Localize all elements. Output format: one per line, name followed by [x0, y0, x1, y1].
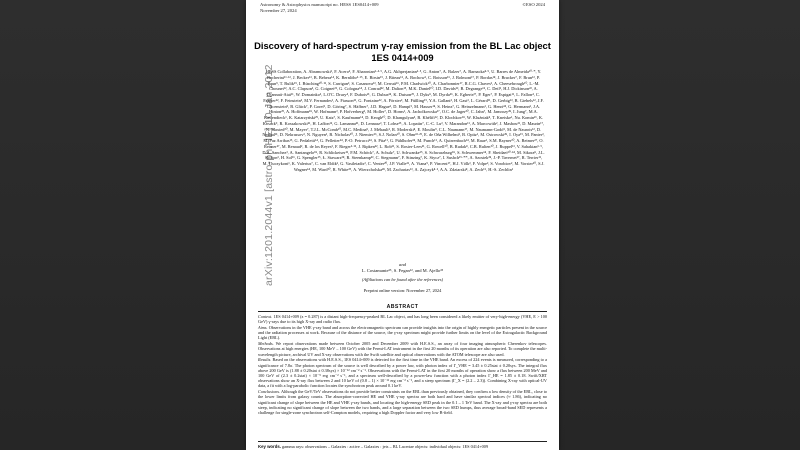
methods-label: Methods.	[258, 341, 274, 347]
abstract-methods	[258, 341, 547, 357]
abstract-body	[258, 314, 547, 416]
context-text: 1ES 0414+009 (z = 0.287) is a distant high-frequency-peaked BL Lac object, and has long been considered a likely emitter of very-high-energy (VHE, E > 100 GeV) γ-rays due to its high X-ray and radio flux.	[258, 314, 548, 325]
conclusions-text: Although the GeV/TeV observations do not provide better constraints on the EBL than previously obtained, they confirm a low density of the EBL, close to the lower limits from galaxy counts. The absorption-corrected HE and VHE γ-ray spectra are both hard and have similar spectral indices (≈ 1.86), indicating no significant change of slope between the HE and VHE γ-ray bands, and locating the high-energy SED peak in the 0.1 – 1 TeV band. The X-ray and γ-ray spectra are both steep, indicating no significant change of slope between the two bands, and a large separation between the two SED humps, thus average broad-band SED represents a challenge for single-zone synchrotron self-Compton models, requiring a high Doppler factor and very low B-field.	[258, 389, 547, 416]
abstract-aims	[258, 325, 547, 341]
pdf-page[interactable]	[246, 0, 559, 450]
arxiv-identifier-stamp: arXiv:1201.2044v1 [astro-ph.HE] 10 Jan 2012	[263, 64, 275, 286]
aims-label: Aims.	[258, 325, 268, 330]
abstract-bottom-rule	[258, 441, 547, 442]
results-text: Based on the observations with H.E.S.S., 1ES 0414+009 is detected for the first time in the VHE band. An excess of 224 events is measured, corresponding to a significance of 7.8σ. The photon spectrum of the source is well described by a power law, with photon index of Γ_VHE = 3.45 ± 0.25stat ± 0.20sys. The integral flux above 200 GeV is (1.88 ± 0.20stat ± 0.38sys) × 10⁻¹² cm⁻² s⁻¹. Observations with the Fermi-LAT in the first 20 months of operation show a flux between 200 MeV and 100 GeV of (2.3 ± 0.2stat) × 10⁻⁹ erg cm⁻² s⁻¹, and a spectrum well-described by a power-law function with a photon index Γ_HE = 1.85 ± 0.18. Swift/XRT observations show an X-ray flux between 2 and 10 keV of (0.8 – 1) × 10⁻¹¹ erg cm⁻² s⁻¹, and a steep spectrum (Γ_X = (2.2 – 2.3)). Combining X-ray with optical-UV data, a fit with a log-parabolic function locates the synchrotron peak around 0.1 keV.	[258, 357, 547, 389]
results-label: Results.	[258, 357, 272, 363]
context-label: Context.	[258, 314, 273, 319]
preprint-date: Preprint online version: November 27, 2024	[363, 288, 442, 293]
conclusions-label: Conclusions.	[258, 389, 281, 395]
journal-manuscript-line: Astronomy & Astrophysics manuscript no. HESS 1ES0414+009	[260, 2, 379, 7]
abstract-results	[258, 357, 547, 388]
copyright-notice: ©ESO 2024	[522, 2, 545, 7]
author-list: HESS Collaboration, A. Abramowski¹, F. Acero², F. Aharonian³·⁴·⁵, A.G. Akhperjanian⁶·⁵, G. Anton⁷, A. Balzer⁷, A. Barnacka⁸·⁹, U. Barres de Almeida¹⁰·*, Y. Becherini¹¹·¹², J. Becker¹³, B. Behera¹⁴, K. Bernlöhr³·¹⁵, E. Birsin¹⁵, J. Biteau¹², A. Bochow³, C. Boisson¹⁶, J. Bolmont¹⁷, P. Bordas¹⁸, J. Brucker⁷, F. Brun¹², P. Brun⁹, T. Bulik¹⁹, I. Büsching²⁰·¹³, S. Carrigan³, S. Casanova¹³, M. Cerruti¹⁶, P.M. Chadwick¹⁰, A. Charbonnier¹⁷, R.C.G. Chaves³, A. Cheesebrough¹⁰, L.-M. Chounet¹², A.C. Clapson³, G. Coignet²¹, G. Cologna¹⁴, J. Conrad²², M. Dalton¹⁵, M.K. Daniel¹⁰, I.D. Davids²³, B. Degrange¹², C. Deil³, H.J. Dickinson²², A. Djannati-Ataï¹¹, W. Domainko³, L.O'C. Drury⁴, F. Dubois²¹, G. Dubus²⁴, K. Dutson²⁵, J. Dyks⁸, M. Dyrda²⁶, K. Egberts²⁷, P. Eger⁷, P. Espigat¹¹, L. Fallon⁴, C. Farnier²², F. Feinstein², M.V. Fernandes¹, A. Fiasson²¹, G. Fontaine¹², A. Förster³, M. Füßling¹⁵, Y.A. Gallant², H. Gast³, L. Gérard¹¹, D. Gerbig¹³, B. Giebels¹², J.F. Glicenstein⁹, B. Glück⁷, P. Goret⁹, D. Göring⁷, S. Häffner⁷, J.D. Hague³, D. Hampf¹, M. Hauser¹⁴, S. Heinz⁷, G. Heinzelmann¹, G. Henri²⁴, G. Hermann³, J.A. Hinton²⁵, A. Hoffmann¹⁸, W. Hofmann³, P. Hofverberg³, M. Holler⁷, D. Horns¹, A. Jacholkowska¹⁷, O.C. de Jager²⁰, C. Jahn⁷, M. Jamrozy²⁸, I. Jung⁷, M.A. Kastendieck¹, K. Katarzyński²⁹, U. Katz⁷, S. Kaufmann¹⁴, D. Keogh¹⁰, D. Khangulyan³, B. Khélifi¹², D. Klochkov¹⁸, W. Kluźniak⁸, T. Kneiske¹, Nu. Komin²¹, K. Kosack⁹, R. Kossakowski²¹, H. Laffon¹², G. Lamanna²¹, D. Lennarz³, T. Lohse¹⁵, A. Lopatin⁷, C.-C. Lu³, V. Marandon¹¹, A. Marcowith², J. Masbou²¹, D. Maurin¹⁷, N. Maxted³⁰, M. Mayer⁷, T.J.L. McComb¹⁰, M.C. Medina⁹, J. Méhault², R. Moderski⁸, E. Moulin⁹, C.L. Naumann¹⁷, M. Naumann-Godó⁹, M. de Naurois¹², D. Nedbal³¹, D. Nekrassov³, N. Nguyen¹, B. Nicholas³⁰, J. Niemiec²⁶, S.J. Nolan¹⁰, S. Ohm³²·²⁵, E. de Oña Wilhelmi³, B. Opitz¹, M. Ostrowski²⁸, I. Oya¹⁵, M. Panter³, M. Paz Arribas¹⁵, G. Pedaletti¹⁴, G. Pelletier²⁴, P.-O. Petrucci²⁴, S. Pita¹¹, G. Pühlhofer¹⁸, M. Punch¹¹, A. Quirrenbach¹⁴, M. Raue¹, S.M. Rayner¹⁰, A. Reimer²⁷, O. Reimer²⁷, M. Renaud², R. de los Reyes³, F. Rieger³·³³, J. Ripken²², L. Rob³¹, S. Rosier-Lees²¹, G. Rowell³⁰, B. Rudak⁸, C.B. Rulten¹⁰, J. Ruppel¹³, V. Sahakian⁶·⁵, D.A. Sanchez³, A. Santangelo¹⁸, R. Schlickeiser¹³, F.M. Schöck⁷, A. Schulz⁷, U. Schwanke¹⁵, S. Schwarzburg¹⁸, S. Schwemmer¹⁴, F. Sheidaei²⁰·³⁴, M. Sikora⁸, J.L. Skilton³, H. Sol¹⁶, G. Spengler¹⁵, Ł. Stawarz²⁸, R. Steenkamp²³, C. Stegmann⁷, F. Stinzing⁷, K. Stycz⁷, I. Sushch¹⁵·**, A. Szostek²⁸, J.-P. Tavernet¹⁷, R. Terrier¹¹, M. Tluczykont¹, K. Valerius⁷, C. van Eldik³, G. Vasileiadis², C. Venter²⁰, J.P. Vialle²¹, A. Viana⁹, P. Vincent¹⁷, H.J. Völk³, F. Volpe³, S. Vorobiov², M. Vorster²⁰, S.J. Wagner¹⁴, M. Ward¹⁰, R. White²⁵, A. Wierzcholska²⁸, M. Zacharias¹³, A. Zajczyk⁸·², A.A. Zdziarski⁸, A. Zech¹⁶, H.-S. Zechlin¹	[262, 69, 545, 172]
keywords-line	[258, 444, 547, 449]
abstract-conclusions	[258, 389, 547, 415]
journal-header	[260, 2, 379, 14]
abstract-heading: ABSTRACT	[386, 304, 419, 310]
keywords-text: gamma rays: observations – Galaxies : active – Galaxies : jets – BL Lacertae objects: individual objects: 1ES 0414+009	[282, 444, 489, 449]
keywords-label: Key words.	[258, 444, 281, 449]
journal-date-line: November 27, 2024	[260, 8, 297, 13]
additional-authors: L. Costamante³⁵, S. Fegan¹², and M. Ajello³⁵	[361, 268, 444, 273]
author-conjunction: and	[399, 262, 406, 267]
paper-title: Discovery of hard-spectrum γ-ray emission from the BL Lac object 1ES 0414+009	[254, 40, 551, 63]
abstract-context	[258, 314, 547, 324]
aims-text: Observations in the VHE γ-ray band and across the electromagnetic spectrum can provide insights into the origin of highly energetic particles present in the source and the radiation processes at work. Because of the distance of the source, the γ-ray spectrum might provide further limits on the level of the Extragalactic Background Light (EBL).	[258, 325, 547, 341]
methods-text: We report observations made between October 2005 and December 2009 with H.E.S.S., an array of four imaging atmospheric Cherenkov telescopes. Observations at high energies (HE, 100 MeV – 100 GeV) with the Fermi-LAT instrument in the first 20 months of its operation are also reported. To complete the multi-wavelength picture, archival UV and X-ray observations with the Swift satellite and optical observations with the ATOM telescope are also used.	[258, 341, 547, 357]
abstract-top-rule	[258, 311, 547, 312]
affiliations-note: (Affiliations can be found after the references)	[361, 277, 444, 282]
